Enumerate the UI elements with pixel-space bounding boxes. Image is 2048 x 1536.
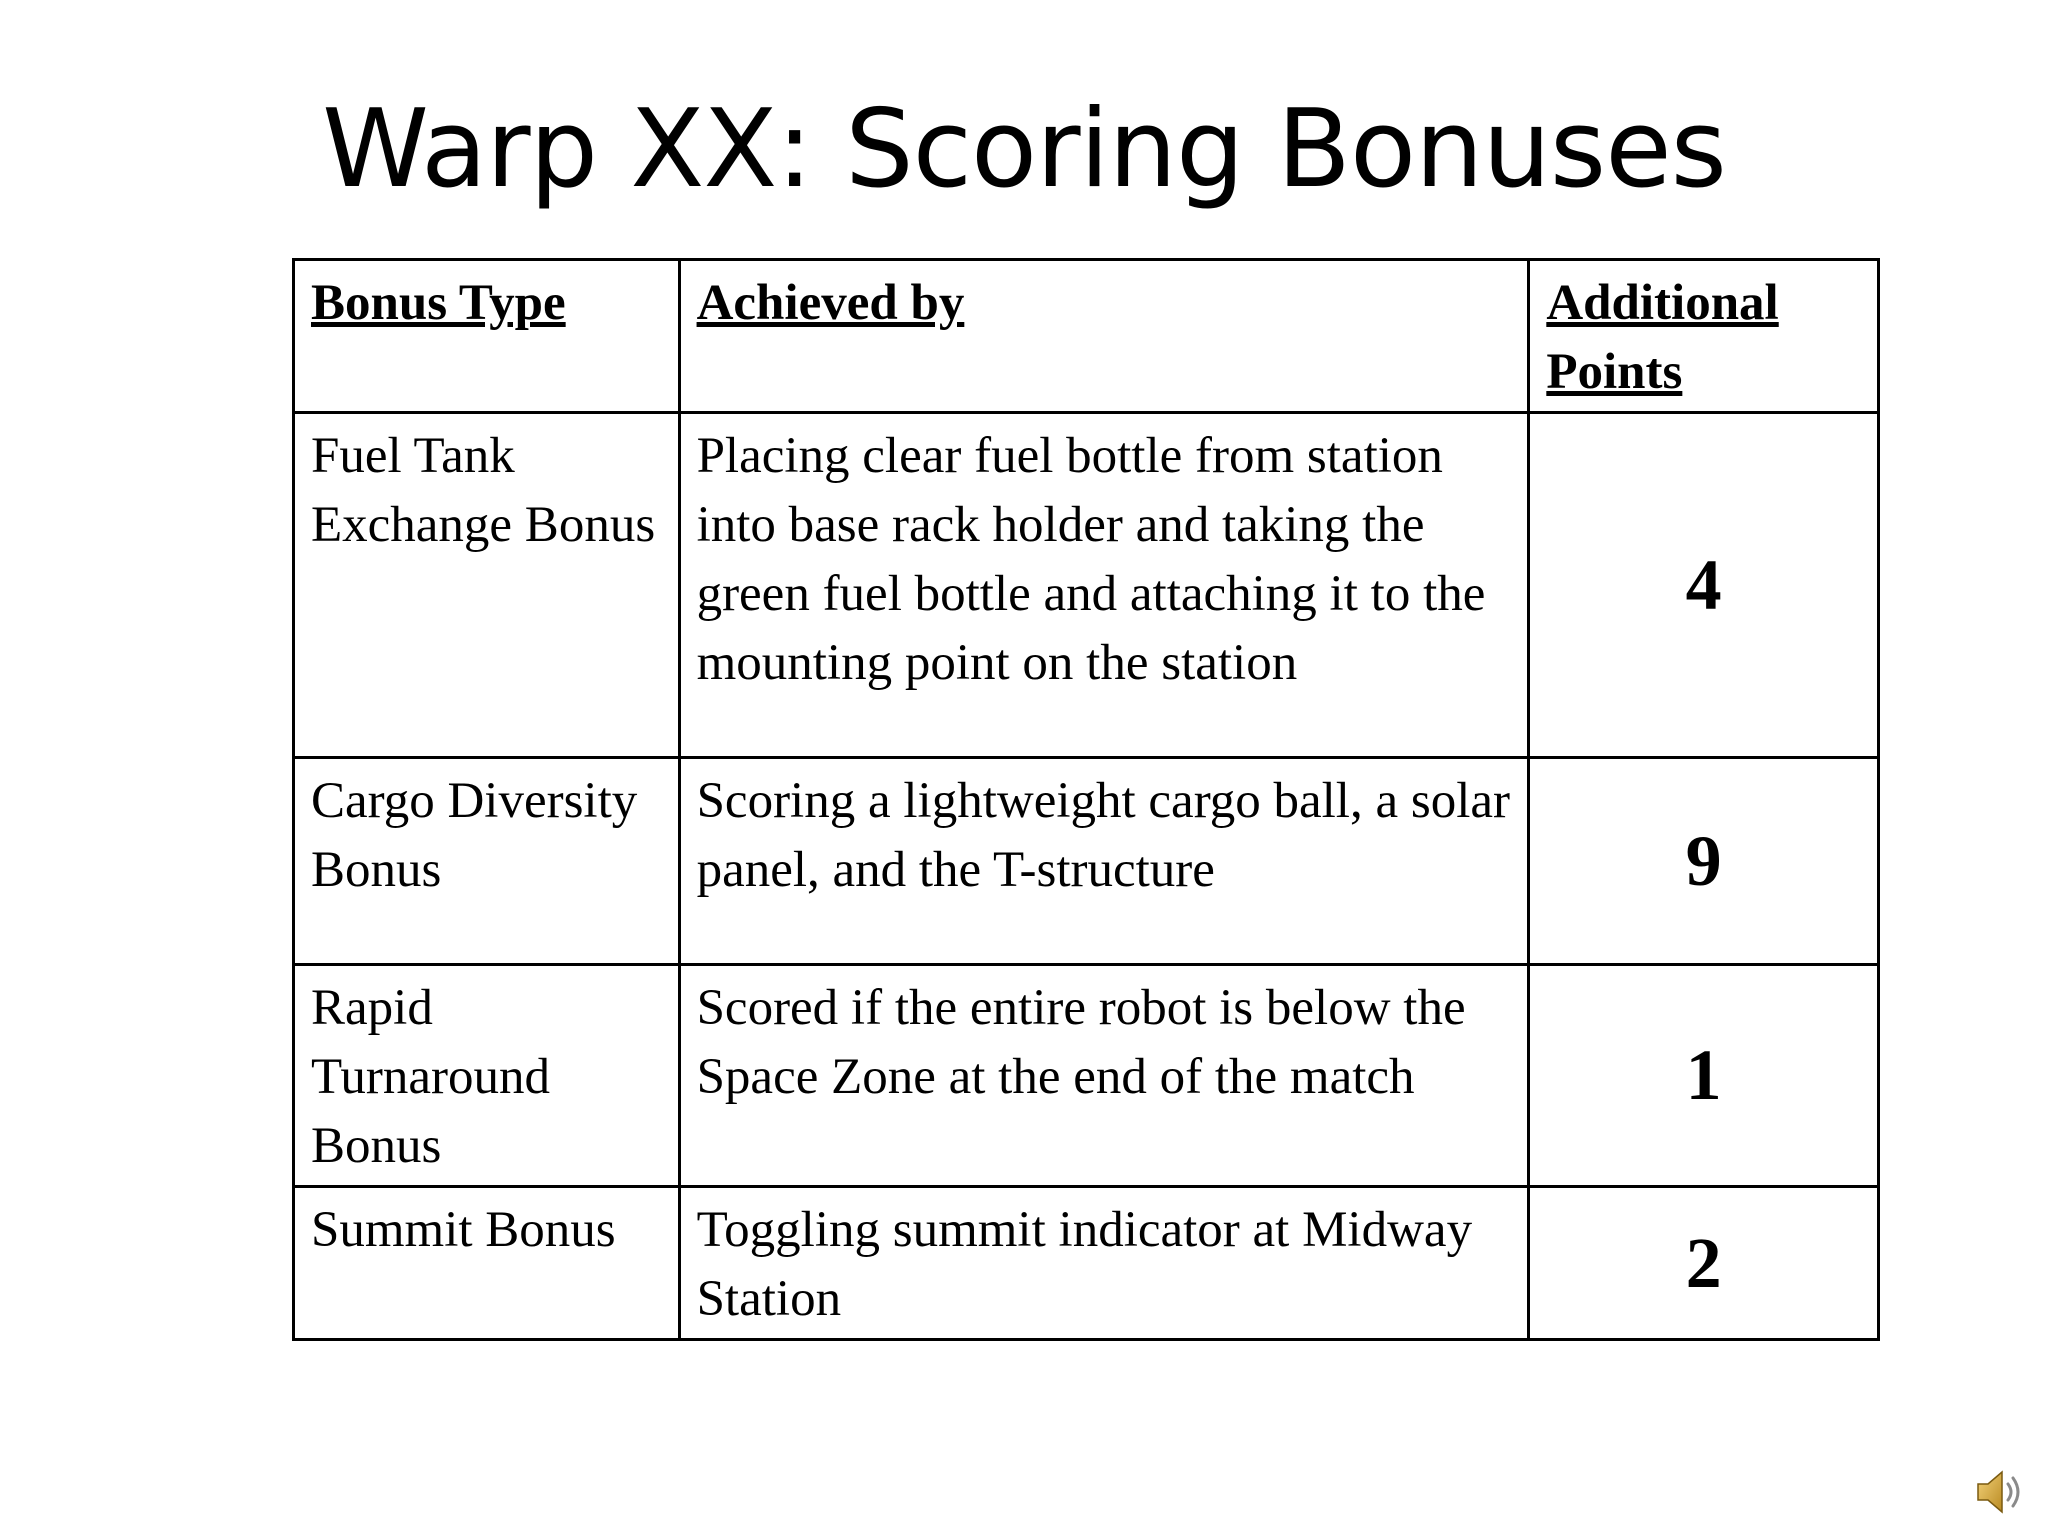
points-cell: 2 — [1529, 1187, 1879, 1340]
achieved-by-cell: Toggling summit indicator at Midway Station — [679, 1187, 1529, 1340]
bonus-type-cell: Rapid Turnaround Bonus — [294, 965, 680, 1187]
bonus-type-cell: Summit Bonus — [294, 1187, 680, 1340]
points-cell: 9 — [1529, 758, 1879, 965]
scoring-bonuses-table — [292, 258, 1880, 1341]
header-bonus-type: Bonus Type — [294, 260, 680, 413]
header-additional-points: Additional Points — [1529, 260, 1879, 413]
achieved-by-cell: Scoring a lightweight cargo ball, a solar panel, and the T-structure — [679, 758, 1529, 965]
table-row — [294, 758, 1879, 965]
points-cell: 1 — [1529, 965, 1879, 1187]
points-cell: 4 — [1529, 413, 1879, 758]
bonus-type-cell: Cargo Diversity Bonus — [294, 758, 680, 965]
table-header-row — [294, 260, 1879, 413]
table-row — [294, 413, 1879, 758]
table-row — [294, 965, 1879, 1187]
achieved-by-cell: Placing clear fuel bottle from station into base rack holder and taking the green fuel bottle and attaching it to the mounting point on the station — [679, 413, 1529, 758]
header-achieved-by: Achieved by — [679, 260, 1529, 413]
table-row — [294, 1187, 1879, 1340]
bonus-type-cell: Fuel Tank Exchange Bonus — [294, 413, 680, 758]
achieved-by-cell: Scored if the entire robot is below the Space Zone at the end of the match — [679, 965, 1529, 1187]
slide-title: Warp XX: Scoring Bonuses — [322, 87, 1726, 212]
speaker-icon[interactable] — [1974, 1466, 2028, 1518]
